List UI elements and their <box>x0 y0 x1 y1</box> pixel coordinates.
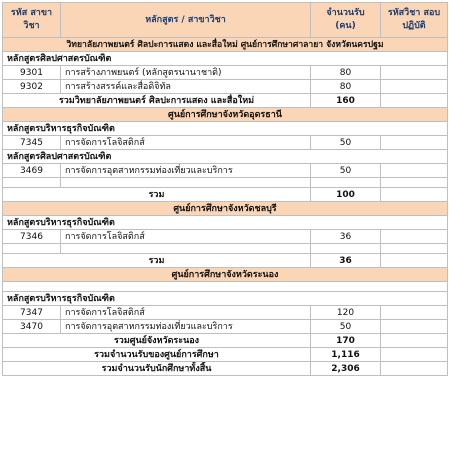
header-code: รหัส สาขาวิชา <box>3 3 61 38</box>
program-name-cell: การจัดการอุตสาหกรรมท่องเที่ยวและบริการ <box>61 320 311 334</box>
total-row <box>3 334 448 348</box>
practice-cell <box>381 94 448 108</box>
program-name-cell: การสร้างสรรค์และสื่อดิจิทัล <box>61 80 311 94</box>
header-program: หลักสูตร / สาขาวิชา <box>61 3 311 38</box>
centers-total-value: 1,116 <box>311 348 381 362</box>
program-heading: หลักสูตรบริหารธุรกิจบัณฑิต <box>3 122 448 136</box>
section-row <box>3 202 448 216</box>
program-heading: หลักสูตรศิลปศาสตรบัณฑิต <box>3 150 448 164</box>
practice-cell <box>381 306 448 320</box>
program-row <box>3 216 448 230</box>
count-cell: 50 <box>311 164 381 178</box>
practice-cell <box>381 80 448 94</box>
program-name-cell: การสร้างภาพยนตร์ (หลักสูตรนานาชาติ) <box>61 66 311 80</box>
table-row <box>3 164 448 178</box>
code-cell: 9302 <box>3 80 61 94</box>
total-label: รวม <box>3 254 311 268</box>
code-cell: 7347 <box>3 306 61 320</box>
practice-cell <box>381 362 448 376</box>
spacer-row <box>3 244 448 254</box>
count-cell: 80 <box>311 80 381 94</box>
section-title-ranong: ศูนย์การศึกษาจังหวัดระนอง <box>3 268 448 282</box>
table-row <box>3 306 448 320</box>
table-row <box>3 66 448 80</box>
practice-cell <box>381 66 448 80</box>
section-title-udon: ศูนย์การศึกษาจังหวัดอุดรธานี <box>3 108 448 122</box>
total-value: 160 <box>311 94 381 108</box>
table-row <box>3 136 448 150</box>
practice-cell <box>381 320 448 334</box>
program-name-cell: การจัดการอุตสาหกรรมท่องเที่ยวและบริการ <box>61 164 311 178</box>
practice-cell <box>381 188 448 202</box>
code-cell: 9301 <box>3 66 61 80</box>
program-heading: หลักสูตรบริหารธุรกิจบัณฑิต <box>3 216 448 230</box>
total-value: 36 <box>311 254 381 268</box>
centers-total-row <box>3 348 448 362</box>
count-cell: 80 <box>311 66 381 80</box>
practice-cell <box>381 136 448 150</box>
header-count: จำนวนรับ (คน) <box>311 3 381 38</box>
program-heading: หลักสูตรบริหารธุรกิจบัณฑิต <box>3 292 448 306</box>
practice-cell <box>381 254 448 268</box>
practice-cell <box>381 334 448 348</box>
table-row <box>3 80 448 94</box>
spacer-row <box>3 178 448 188</box>
section-row <box>3 268 448 282</box>
header-practice: รหัสวิชา สอบปฏิบัติ <box>381 3 448 38</box>
total-value: 100 <box>311 188 381 202</box>
section-row <box>3 38 448 52</box>
code-cell: 7346 <box>3 230 61 244</box>
total-label: รวม <box>3 188 311 202</box>
total-label: รวมวิทยาลัยภาพยนตร์ ศิลปะการแสดง และสื่อใหม่ <box>3 94 311 108</box>
total-row <box>3 94 448 108</box>
section-title-salaya: วิทยาลัยภาพยนตร์ ศิลปะการแสดง และสื่อใหม่ ศูนย์การศึกษาศาลายา จังหวัดนครปฐม <box>3 38 448 52</box>
table-row <box>3 320 448 334</box>
section-title-chonburi: ศูนย์การศึกษาจังหวัดชลบุรี <box>3 202 448 216</box>
program-name-cell: การจัดการโลจิสติกส์ <box>61 230 311 244</box>
code-cell: 3470 <box>3 320 61 334</box>
program-row <box>3 150 448 164</box>
program-heading: หลักสูตรศิลปศาสตรบัณฑิต <box>3 52 448 66</box>
grand-total-value: 2,306 <box>311 362 381 376</box>
practice-cell <box>381 164 448 178</box>
count-cell: 120 <box>311 306 381 320</box>
grand-total-label: รวมจำนวนรับนักศึกษาทั้งสิ้น <box>3 362 311 376</box>
count-cell: 50 <box>311 320 381 334</box>
program-row <box>3 292 448 306</box>
program-row <box>3 122 448 136</box>
total-label: รวมศูนย์จังหวัดระนอง <box>3 334 311 348</box>
total-row <box>3 254 448 268</box>
program-name-cell: การจัดการโลจิสติกส์ <box>61 136 311 150</box>
count-cell: 50 <box>311 136 381 150</box>
centers-total-label: รวมจำนวนรับของศูนย์การศึกษา <box>3 348 311 362</box>
spacer-row <box>3 282 448 292</box>
admission-table <box>2 2 448 376</box>
total-value: 170 <box>311 334 381 348</box>
code-cell: 3469 <box>3 164 61 178</box>
program-name-cell: การจัดการโลจิสติกส์ <box>61 306 311 320</box>
code-cell: 7345 <box>3 136 61 150</box>
total-row <box>3 188 448 202</box>
count-cell: 36 <box>311 230 381 244</box>
header-row <box>3 3 448 38</box>
program-row <box>3 52 448 66</box>
practice-cell <box>381 230 448 244</box>
section-row <box>3 108 448 122</box>
grand-total-row <box>3 362 448 376</box>
table-row <box>3 230 448 244</box>
practice-cell <box>381 348 448 362</box>
